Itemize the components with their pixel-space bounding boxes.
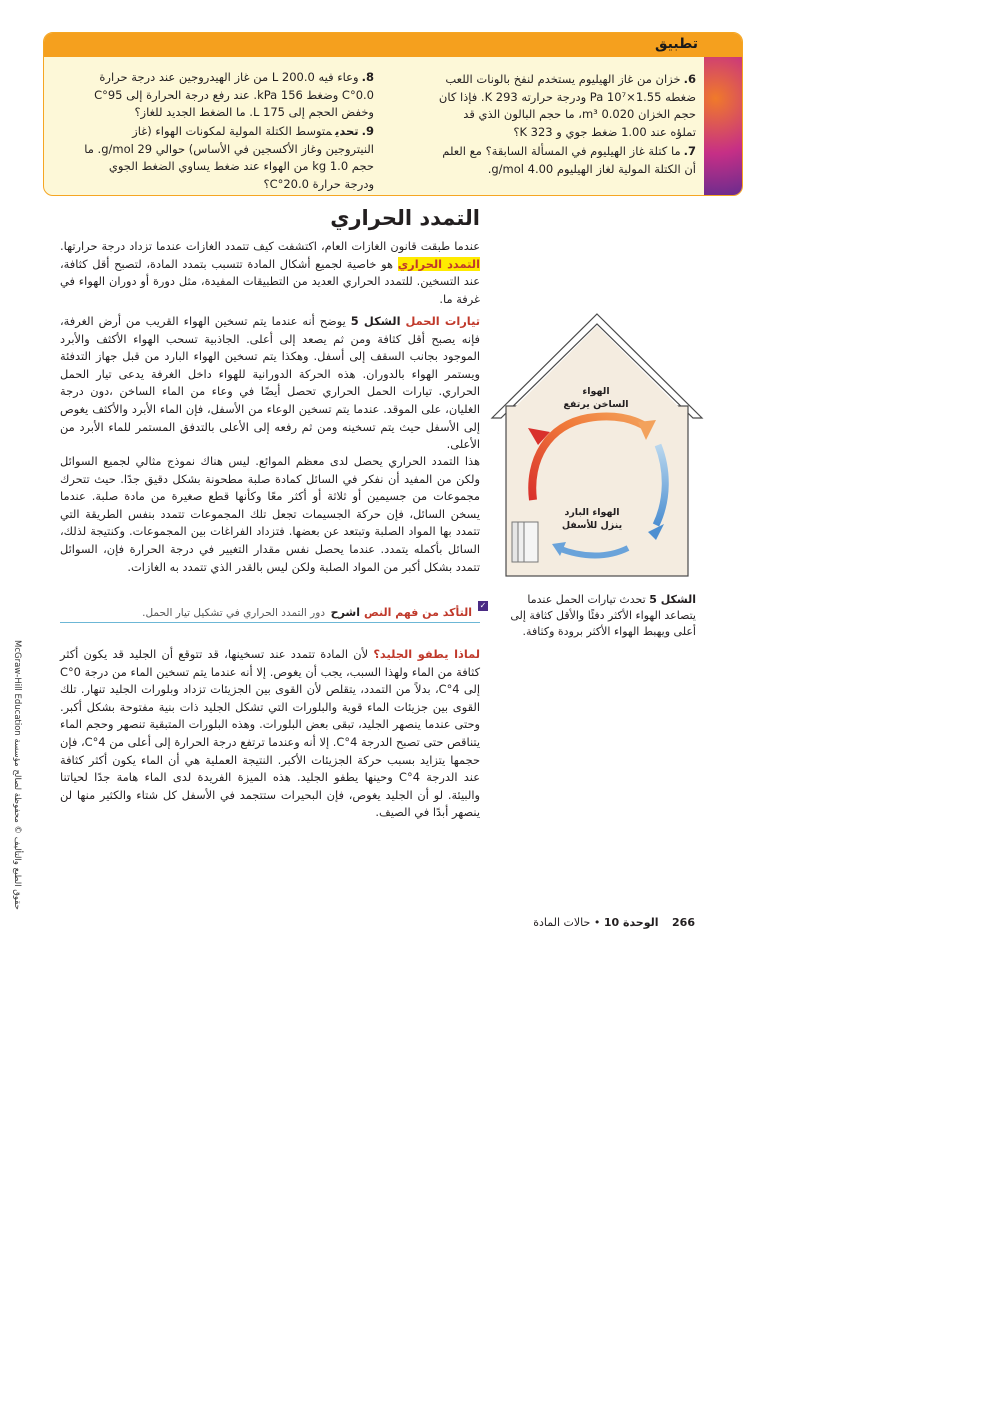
cold-label-2: ينزل للأسفل [561,520,623,531]
page-footer [533,916,695,929]
caption-label: الشكل 5 [649,593,696,606]
reading-check-question: دور التمدد الحراري في تشكيل تيار الحمل. [142,607,325,619]
chapter-label: حالات المادة [533,916,591,929]
copyright-text: حقوق الطبع والتأليف © محفوظة لصالح مؤسسة McGraw-Hill Education [12,640,22,910]
question-text: خزان من غاز الهيليوم يستخدم لنفخ بالونات اللعب ضغطه 1.55×10⁷ Pa ودرجة حرارته 293 K. فإذا كان حجم الخزان 0.020 m³، ما حجم البالون الذي قد تملؤه عند 1.00 ضغط جوي و 323 K؟ [438,72,696,139]
paragraph-liquids: هذا التمدد الحراري يحصل لدى معظم الموائع. ليس هناك نموذج مثالي لجميع السوائل ولكن من المفيد أن نفكر في السائل كمادة صلبة مطحونة بشكل دقيق جدًا. حيث تتحرك مجموعات من جسيمين أو ثلاثة أو أكثر معًا وكأنها قطع صغيرة من مادة صلبة. عندما يسخن السائل، فإن حركة الجسيمات تجعل تلك المجموعات تتمدد بنفس الطريقة التي تتمدد بها المواد الصلبة وتبتعد عن بعضها. فتزداد الفراغات بين المجموعات. وكنتيجة لذلك، السائل بأكمله يتمدد. عندما يحصل نفس مقدار التغيير في درجة الحرارة فإن، السوائل تتمدد بشكل أكبر من المواد الصلبة ولكن ليس بالقدر الذي تتمدد به الغازات. [60,454,480,574]
reading-check-label: التأكد من فهم النص [364,606,472,619]
paragraph-intro [60,238,480,308]
house-diagram [488,310,706,580]
heater-icon [512,522,538,562]
practice-question-6 [436,71,696,141]
footer-separator: • [593,916,601,929]
convection-heading: تيارات الحمل [405,314,481,328]
question-number: 8. [361,70,374,84]
question-number: 9. [361,124,374,138]
cold-label-1: الهواء البارد [564,507,620,518]
challenge-label: تحدي [335,124,359,138]
caption-text: تحدث تيارات الحمل عندما يتصاعد الهواء الأكثر دفئًا والأقل كثافة إلى أعلى ويهبط الهواء الأكثر برودة وكثافة. [510,593,696,638]
convection-figure [488,310,706,580]
reading-check-verb: اشرح [330,606,360,619]
figure-reference: الشكل 5 [350,314,401,328]
practice-title: تطبيق [655,36,698,52]
unit-label: الوحدة 10 [603,916,659,929]
ice-text: لأن المادة تتمدد عند تسخينها، قد تتوقع أن الجليد قد يكون أكثر كثافة من الماء ولهذا السبب، يجب أن يغوص. إلا أنه عندما يتم تسخين الماء من درجة 0°C إلى 4°C، بدلاً من التمدد، يتقلص لأن القوى بين الجزيئات تزداد وبلورات الجليد تنهار. تلك القوى بين جزيئات الماء قوية والبلورات التي تشكل الجليد ذات بنية مفتوحة بشكل أكبر. وحتى عندما ينصهر الجليد، تبقى بعض البلورات. وهذه البلورات المتبقية تنصهر وحجم الماء يتناقص حتى تصبح الدرجة 4°C. إلا أنه وعندما ترتفع درجة الحرارة إلى أعلى من 4°C، فإن حجمها يتزايد بسبب حركة الجزيئات الأكبر. النتيجة العملية هي أن الماء يكون أكثر كثافة عند الدرجة 4°C وحينها يطفو الجليد. هذه الميزة الفريدة لدى الماء هامة جدًا لحياتنا والبيئة. لو أن الجليد يغوص، فإن البحيرات ستتجمد في الأسفل كل شتاء والكثير منها لن ينصهر أبدًا في الصيف. [60,647,480,820]
reading-check [60,600,487,623]
question-text: ما كتلة غاز الهيليوم في المسألة السابقة؟ مع العلم أن الكتلة المولية لغاز الهيليوم 4.00 g/mol. [442,144,696,176]
figure-caption [510,592,696,640]
convection-text: يوضح أنه عندما يتم تسخين الهواء القريب من أرض الغرفة، فإنه يصبح أقل كثافة ومن ثم يصعد إلى أعلى. الجاذبية تسحب الهواء الأكثف والأبرد الموجود بجانب السقف إلى أسفل. وهكذا يتم تسخين الهواء البارد من قبل جهاز التدفئة ويستمر الهواء بالدوران. هذه الحركة الدورانية للهواء داخل الغرفة يدعى تيار الحمل الحراري. تيارات الحمل الحراري تحصل أيضًا في وعاء من الماء الساخن ،دون درجة الغليان، على الموقد. عندما يتم تسخين الوعاء من الأسفل، فإن الماء الأبرد والأكثف يغوص إلى الأسفل حيث يتم تسخينه ومن ثم رفعه إلى الأعلى بالتدفق المستمر للماء الأبرد من الأعلى. [60,314,480,452]
copyright-vertical [4,640,24,910]
practice-decorative-strip [704,57,742,195]
section-title: التمدد الحراري [330,206,480,230]
practice-question-9 [84,123,374,193]
warm-label-1: الهواء [582,386,610,397]
paragraph-ice-floats [60,646,480,822]
question-number: 7. [683,144,696,158]
intro-text-a: عندما طبقت قانون الغازات العام، اكتشفت كيف تتمدد الغازات عندما تزداد درجة حرارتها. [60,239,480,253]
checkbox-icon: ✓ [479,601,487,610]
practice-header [44,33,742,57]
ice-heading: لماذا يطفو الجليد؟ [373,647,481,661]
practice-box [43,32,743,196]
warm-label-2: الساخن يرتفع [563,399,629,410]
question-text: متوسط الكتلة المولية لمكونات الهواء (غاز النيتروجين وغاز الأكسجين في الأساس) حوالي 29 g/mol. ما حجم 1.0 kg من الهواء عند ضغط يساوي الضغط الجوي ودرجة حرارة 20.0°C؟ [84,124,374,191]
practice-question-8 [84,69,374,122]
question-number: 6. [683,72,696,86]
key-term-thermal-expansion: التمدد الحراري [397,256,480,271]
intro-text-b: هو خاصية لجميع أشكال المادة تتسبب بتمدد المادة، لتصبح أقل كثافة، عند التسخين. للتمدد الحراري العديد من التطبيقات المفيدة، مثل دورة أو دوران الهواء في غرفة ما. [60,256,480,306]
page-number: 266 [672,916,695,929]
practice-question-7 [436,143,696,178]
question-text: وعاء فيه 200.0 L من غاز الهيدروجين عند درجة حرارة 0.0°C وضغط 156 kPa. عند رفع درجة الحرارة إلى 95°C وخفض الحجم إلى 175 L. ما الضغط الجديد للغاز؟ [94,70,374,119]
paragraph-convection [60,313,480,454]
